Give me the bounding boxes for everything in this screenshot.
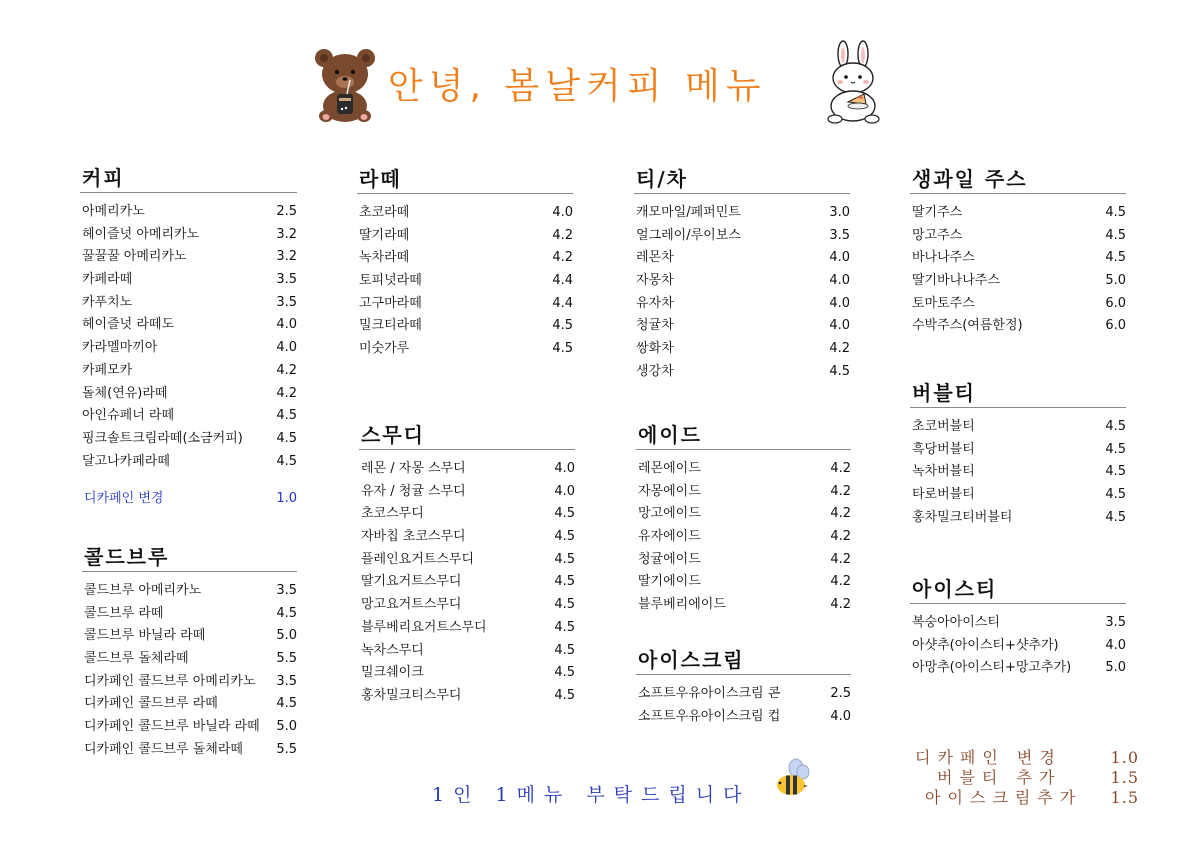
item-name: 유자에이드 [638,529,701,545]
item-name: 디카페인 콜드브루 라떼 [84,696,218,712]
extra-item [915,768,1145,788]
item-price: 4.2 [830,506,851,522]
menu-item [359,685,575,708]
one-menu-per-person-note: 1인 1메뉴 부탁드립니다 [432,784,751,806]
item-price: 3.2 [276,226,297,242]
item-price: 4.0 [829,250,850,266]
extra-name: 디카페인 변경 [915,748,1062,767]
menu-item [910,635,1126,658]
item-name: 자몽차 [636,273,674,289]
item-price: 4.5 [1105,487,1126,503]
item-name: 꿀꿀꿀 아메리카노 [82,249,187,265]
item-name: 유자차 [636,295,674,311]
menu-item [910,461,1126,484]
item-price: 4.5 [552,318,573,334]
item-name: 레몬차 [636,250,674,266]
item-price: 4.0 [829,318,850,334]
item-name: 유자 / 청귤 스무디 [361,483,466,499]
item-price: 3.5 [276,272,297,288]
section-coldbrew [82,543,297,762]
item-name: 소프트우유아이스크림 콘 [638,686,781,701]
item-name: 밀크쉐이크 [361,665,424,681]
item-name: 생강차 [636,363,674,379]
item-price: 4.5 [276,453,297,469]
menu-item [359,617,575,640]
item-name: 카라멜마끼아 [82,340,158,356]
item-price: 3.0 [829,205,850,220]
item-price: 4.2 [829,341,850,357]
item-price: 4.0 [554,483,575,499]
item-price: 4.2 [552,250,573,266]
item-name: 얼그레이/루이보스 [636,227,741,243]
menu-item [82,648,297,671]
item-name: 콜드브루 아메리카노 [84,583,202,598]
menu-item [636,594,851,617]
item-name: 캐모마일/페퍼민트 [636,205,741,220]
item-name: 초코버블티 [912,419,975,434]
item-name: 밀크티라떼 [359,318,422,334]
item-price: 5.0 [276,628,297,644]
item-price: 5.5 [276,651,297,667]
item-price: 3.5 [276,294,297,310]
section-title: 라떼 [359,167,402,191]
section-tea [634,165,850,384]
bear-with-drink-icon [312,46,378,124]
menu-item [359,481,575,504]
item-price: 5.0 [1105,660,1126,676]
item-name: 아인슈페너 라떼 [82,408,175,424]
item-name: 딸기라떼 [359,227,410,243]
item-name: 블루베리요거트스무디 [361,619,487,635]
extra-price: 1.0 [1110,748,1139,767]
item-price: 4.5 [1105,250,1126,266]
decaf-option [80,488,297,511]
divider [636,449,851,450]
item-price: 4.5 [554,619,575,635]
item-name: 초코라떼 [359,205,410,220]
menu-item [636,683,851,706]
menu-item [82,693,297,716]
item-price: 4.5 [1105,419,1126,434]
item-name: 토피넛라떼 [359,273,422,289]
item-price: 4.2 [830,551,851,567]
item-name: 딸기주스 [912,205,963,220]
item-name: 콜드브루 돌체라떼 [84,651,189,667]
divider [80,192,297,193]
menu-item [357,247,573,270]
menu-item [359,526,575,549]
item-price: 4.5 [554,551,575,567]
item-price: 4.5 [554,597,575,613]
item-price: 5.5 [276,741,297,757]
item-price: 2.5 [830,686,851,701]
item-price: 4.5 [1105,509,1126,525]
item-name: 자바칩 초코스무디 [361,529,466,545]
menu-item [359,594,575,617]
item-name: 플레인요거트스무디 [361,551,475,567]
extra-name: 아이스크림추가 [925,788,1083,807]
item-name: 아샷추(아이스티+샷추가) [912,637,1059,653]
section-icedtea [910,575,1126,680]
section-title: 커피 [82,166,125,190]
item-price: 4.5 [554,574,575,590]
menu-item [82,671,297,694]
extra-item [915,748,1145,768]
item-name: 헤이즐넛 라떼도 [82,317,175,333]
divider [82,571,297,572]
section-title: 아이스티 [912,577,998,601]
extras-price-list [915,748,1145,808]
item-name: 핑크솔트크림라떼(소금커피) [82,430,243,446]
menu-item [82,580,297,603]
item-name: 흑당버블티 [912,441,975,457]
item-price: 4.5 [554,529,575,545]
item-price: 4.5 [1105,205,1126,220]
item-price: 4.0 [829,273,850,289]
item-name: 달고나카페라떼 [82,453,170,469]
item-price: 1.0 [276,491,297,507]
item-price: 4.0 [552,205,573,220]
item-name: 망고에이드 [638,506,701,522]
item-name: 카푸치노 [82,294,133,310]
menu-item [357,225,573,248]
divider [910,193,1126,194]
menu-item [359,458,575,481]
section-title: 생과일 주스 [912,167,1028,191]
section-coffee [80,164,297,511]
menu-item [910,507,1126,530]
item-price: 4.5 [276,430,297,446]
section-title: 버블티 [912,381,976,405]
divider [910,603,1126,604]
item-price: 3.5 [829,227,850,243]
menu-item [636,571,851,594]
item-name: 자몽에이드 [638,483,701,499]
item-name: 미숫가루 [359,341,410,357]
extra-price: 1.5 [1110,768,1139,787]
item-name: 콜드브루 바닐라 라떼 [84,628,206,644]
item-price: 4.2 [830,461,851,476]
menu-item [910,612,1126,635]
menu-item [359,662,575,685]
item-name: 토마토주스 [912,295,975,311]
menu-item [634,361,850,384]
menu-item [910,293,1126,316]
item-price: 4.5 [1105,227,1126,243]
item-price: 5.0 [276,719,297,735]
section-icecream [636,646,851,728]
page-title: 안녕, 봄날커피 메뉴 [388,66,767,107]
menu-item [910,416,1126,439]
item-price: 4.4 [552,295,573,311]
item-name: 타로버블티 [912,487,975,503]
item-price: 6.0 [1105,295,1126,311]
divider [636,674,851,675]
item-price: 4.5 [276,408,297,424]
menu-item [359,640,575,663]
extra-item [915,788,1145,808]
bunny-with-cake-icon [826,40,884,124]
menu-item [634,293,850,316]
menu-item [80,224,297,247]
item-name: 수박주스(여름한정) [912,318,1023,334]
menu-item [634,315,850,338]
menu-item [910,202,1126,225]
menu-item [634,247,850,270]
menu-item [359,571,575,594]
item-name: 소프트우유아이스크림 컵 [638,708,781,724]
menu-item [634,338,850,361]
menu-item [357,315,573,338]
item-price: 3.2 [276,249,297,265]
item-price: 4.2 [830,483,851,499]
section-latte [357,165,573,361]
item-price: 4.0 [1105,637,1126,653]
item-name: 딸기바나나주스 [912,273,1000,289]
item-price: 4.0 [276,340,297,356]
item-name: 복숭아아이스티 [912,615,1000,630]
item-name: 돌체(연유)라떼 [82,385,168,401]
section-title: 아이스크림 [638,648,745,672]
menu-item [634,225,850,248]
menu-item [357,202,573,225]
menu-item [80,292,297,315]
menu-item [80,383,297,406]
item-price: 3.5 [276,673,297,689]
item-name: 고구마라떼 [359,295,422,311]
menu-item [636,503,851,526]
divider [359,449,575,450]
item-name: 헤이즐넛 아메리카노 [82,226,200,242]
menu-item [359,549,575,572]
item-name: 디카페인 콜드브루 아메리카노 [84,673,256,689]
menu-item [359,503,575,526]
menu-item [910,315,1126,338]
menu-item [357,270,573,293]
item-name: 청귤차 [636,318,674,334]
menu-item [80,360,297,383]
item-price: 4.5 [554,687,575,703]
menu-item [636,458,851,481]
item-name: 바나나주스 [912,250,975,266]
section-title: 콜드브루 [84,545,170,569]
section-title: 스무디 [361,423,425,447]
item-price: 4.2 [830,574,851,590]
menu-item [357,293,573,316]
item-name: 망고주스 [912,227,963,243]
section-juice [910,165,1126,338]
menu-item [80,337,297,360]
menu-item [910,225,1126,248]
item-price: 5.0 [1105,273,1126,289]
item-name: 디카페인 콜드브루 돌체라떼 [84,741,243,757]
item-price: 4.5 [552,341,573,357]
item-price: 4.0 [830,708,851,724]
item-name: 녹차버블티 [912,464,975,480]
item-price: 4.5 [554,665,575,681]
item-price: 4.4 [552,273,573,289]
item-name: 디카페인 변경 [84,491,164,507]
item-price: 4.2 [830,529,851,545]
item-name: 레몬에이드 [638,461,701,476]
extra-name: 버블티 추가 [937,768,1062,787]
item-price: 3.5 [1105,615,1126,630]
menu-item [80,314,297,337]
item-name: 아망추(아이스티+망고추가) [912,660,1072,676]
menu-item [80,246,297,269]
section-bubbletea [910,379,1126,529]
menu-item [82,625,297,648]
item-price: 4.0 [829,295,850,311]
menu-item [357,338,573,361]
item-name: 카페라떼 [82,272,133,288]
divider [634,193,850,194]
menu-item [82,716,297,739]
item-name: 쌍화차 [636,341,674,357]
item-price: 4.5 [1105,441,1126,457]
menu-item [82,603,297,626]
menu-item [636,526,851,549]
menu-item [634,202,850,225]
menu-item [80,405,297,428]
divider [910,407,1126,408]
item-name: 홍차밀크티스무디 [361,687,462,703]
item-price: 4.5 [276,605,297,621]
menu-item [636,549,851,572]
item-name: 녹차스무디 [361,642,424,658]
menu-item [80,428,297,451]
item-name: 녹차라떼 [359,250,410,266]
menu-item [636,706,851,729]
menu-item [910,657,1126,680]
menu-item [910,270,1126,293]
item-name: 망고요거트스무디 [361,597,462,613]
item-price: 4.2 [276,362,297,378]
item-price: 4.5 [1105,464,1126,480]
item-name: 청귤에이드 [638,551,701,567]
bee-icon [774,758,810,798]
item-price: 2.5 [276,204,297,219]
section-smoothie [359,421,575,708]
item-name: 초코스무디 [361,506,424,522]
item-name: 콜드브루 라떼 [84,605,164,621]
item-price: 4.5 [554,642,575,658]
menu-item [82,739,297,762]
item-price: 4.5 [276,696,297,712]
section-title: 에이드 [638,423,702,447]
item-name: 레몬 / 자몽 스무디 [361,461,466,476]
section-title: 티/차 [636,167,688,191]
item-name: 아메리카노 [82,204,145,219]
item-price: 6.0 [1105,318,1126,334]
item-price: 3.5 [276,583,297,598]
item-name: 딸기에이드 [638,574,701,590]
item-price: 4.2 [552,227,573,243]
menu-item [636,481,851,504]
item-name: 카페모카 [82,362,133,378]
item-name: 디카페인 콜드브루 바닐라 라떼 [84,719,260,735]
item-price: 4.0 [554,461,575,476]
menu-item [910,439,1126,462]
menu-item [80,269,297,292]
section-ade [636,421,851,617]
item-name: 딸기요거트스무디 [361,574,462,590]
extra-price: 1.5 [1110,788,1139,807]
menu-item [634,270,850,293]
item-price: 4.0 [276,317,297,333]
menu-item [80,201,297,224]
item-price: 4.5 [829,363,850,379]
item-price: 4.5 [554,506,575,522]
item-name: 블루베리에이드 [638,597,726,613]
divider [357,193,573,194]
menu-item [910,247,1126,270]
item-price: 4.2 [276,385,297,401]
menu-item [80,451,297,474]
header [310,40,890,125]
menu-item [910,484,1126,507]
item-name: 홍차밀크티버블티 [912,509,1013,525]
item-price: 4.2 [830,597,851,613]
